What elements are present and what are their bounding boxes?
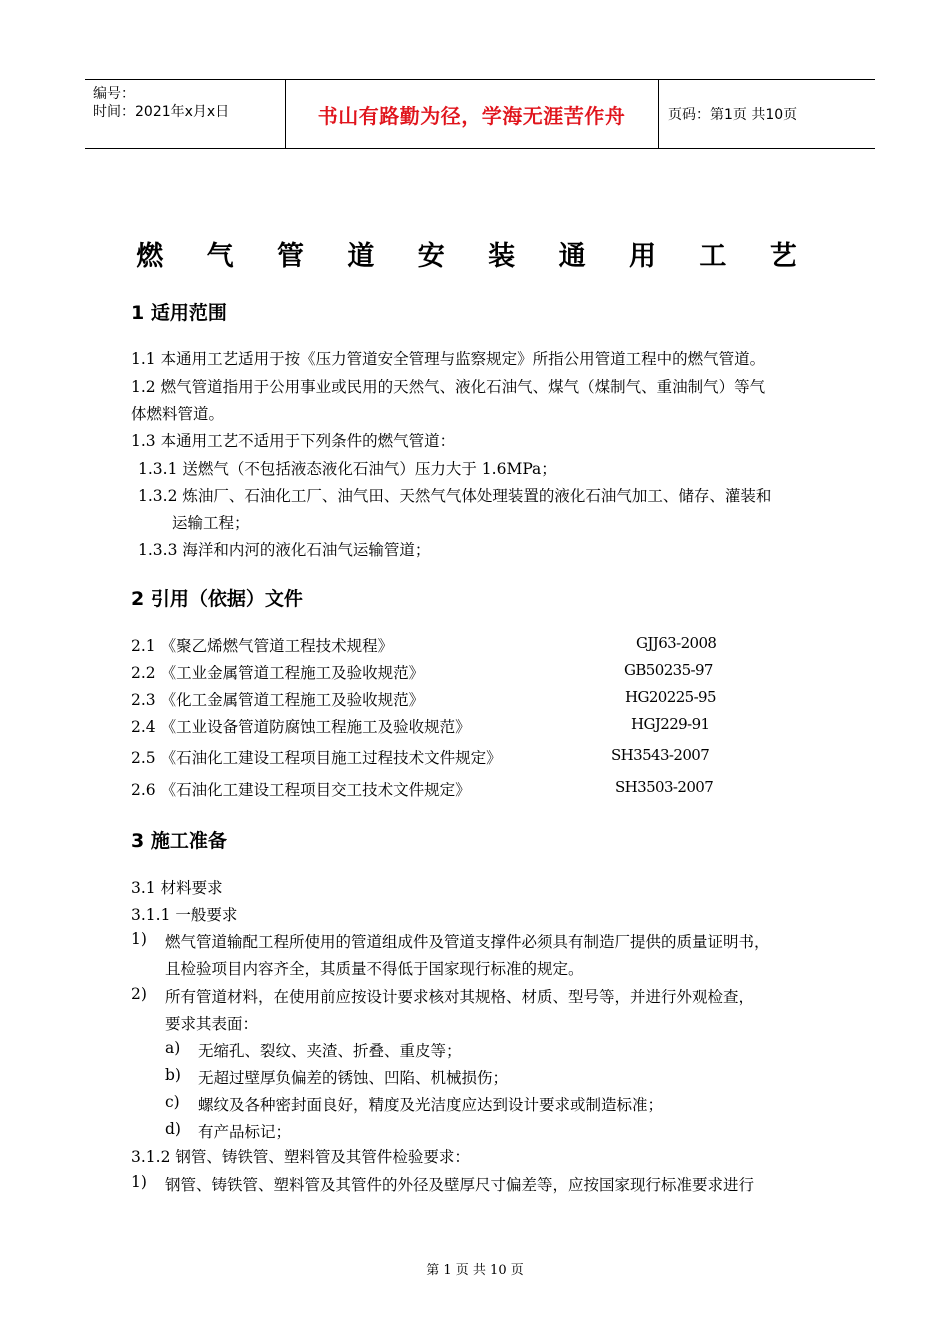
list-item-text: 且检验项目内容齐全，其质量不得低于国家现行标准的规定。 (165, 960, 584, 978)
section-heading: 3 施工准备 (131, 830, 227, 852)
reference-title: 2.4 《工业设备管道防腐蚀工程施工及验收规范》 (131, 718, 471, 736)
reference-code: GJJ63-2008 (636, 634, 717, 652)
list-item-text: 要求其表面： (165, 1015, 259, 1033)
paragraph-line: 体燃料管道。 (131, 405, 225, 423)
sublist-marker: c) (165, 1093, 180, 1111)
paragraph-line: 1.1 本通用工艺适用于按《压力管道安全管理与监察规定》所指公用管道工程中的燃气管道。 (131, 350, 766, 368)
subsection-heading: 3.1 材料要求 (131, 879, 223, 897)
list-marker: 2) (131, 985, 147, 1003)
reference-title: 2.5 《石油化工建设工程项目施工过程技术文件规定》 (131, 749, 502, 767)
reference-code: HGJ229-91 (631, 715, 710, 733)
sublist-item-text: 螺纹及各种密封面良好，精度及光洁度应达到设计要求或制造标准； (198, 1096, 664, 1114)
page-header (85, 79, 875, 149)
header-motto: 书山有路勤为径，学海无涯苦作舟 (317, 103, 626, 128)
sublist-item-text: 有产品标记； (198, 1123, 292, 1141)
reference-code: SH3543-2007 (611, 746, 710, 764)
subsection-heading: 3.1.2 钢管、铸铁管、塑料管及其管件检验要求： (131, 1148, 470, 1166)
sublist-marker: a) (165, 1039, 181, 1057)
reference-code: GB50235-97 (624, 661, 713, 679)
reference-title: 2.2 《工业金属管道工程施工及验收规范》 (131, 664, 425, 682)
paragraph-line: 1.3.3 海洋和内河的液化石油气运输管道； (138, 541, 431, 559)
subsection-heading: 3.1.1 一般要求 (131, 906, 238, 924)
reference-code: SH3503-2007 (615, 778, 714, 796)
list-item-text: 燃气管道输配工程所使用的管道组成件及管道支撑件必须具有制造厂提供的质量证明书， (165, 933, 770, 951)
document-title: 燃 气 管 道 安 装 通 用 工 艺 (136, 241, 814, 272)
section-heading: 1 适用范围 (131, 302, 227, 324)
sublist-item-text: 无超过壁厚负偏差的锈蚀、凹陷、机械损伤； (198, 1069, 509, 1087)
reference-title: 2.3 《化工金属管道工程施工及验收规范》 (131, 691, 425, 709)
sublist-marker: b) (165, 1066, 181, 1084)
page-footer: 第 1 页 共 10 页 (426, 1263, 524, 1278)
header-divider (658, 80, 659, 148)
reference-title: 2.6 《石油化工建设工程项目交工技术文件规定》 (131, 781, 471, 799)
sublist-item-text: 无缩孔、裂纹、夹渣、折叠、重皮等； (198, 1042, 462, 1060)
reference-code: HG20225-95 (625, 688, 716, 706)
paragraph-line: 1.3 本通用工艺不适用于下列条件的燃气管道： (131, 432, 456, 450)
list-item-text: 所有管道材料，在使用前应按设计要求核对其规格、材质、型号等，并进行外观检查， (165, 988, 755, 1006)
list-marker: 1) (131, 930, 147, 948)
document-time-label: 时间：2021年x月x日 (93, 104, 230, 120)
paragraph-line: 1.3.2 炼油厂、石油化工厂、油气田、天然气气体处理装置的液化石油气加工、储存、灌装和 (138, 487, 772, 505)
document-number-label: 编号： (93, 86, 135, 102)
list-marker: 1) (131, 1173, 147, 1191)
reference-title: 2.1 《聚乙烯燃气管道工程技术规程》 (131, 637, 394, 655)
paragraph-line: 1.3.1 送燃气（不包括液态液化石油气）压力大于 1.6MPa； (138, 460, 557, 478)
section-heading: 2 引用（依据）文件 (131, 588, 303, 610)
header-meta (93, 85, 229, 121)
paragraph-line: 运输工程； (172, 514, 250, 532)
header-page-number: 页码：第1页 共10页 (668, 107, 798, 123)
list-item-text: 钢管、铸铁管、塑料管及其管件的外径及壁厚尺寸偏差等，应按国家现行标准要求进行 (165, 1176, 755, 1194)
sublist-marker: d) (165, 1120, 181, 1138)
paragraph-line: 1.2 燃气管道指用于公用事业或民用的天然气、液化石油气、煤气（煤制气、重油制气）等气 (131, 378, 766, 396)
